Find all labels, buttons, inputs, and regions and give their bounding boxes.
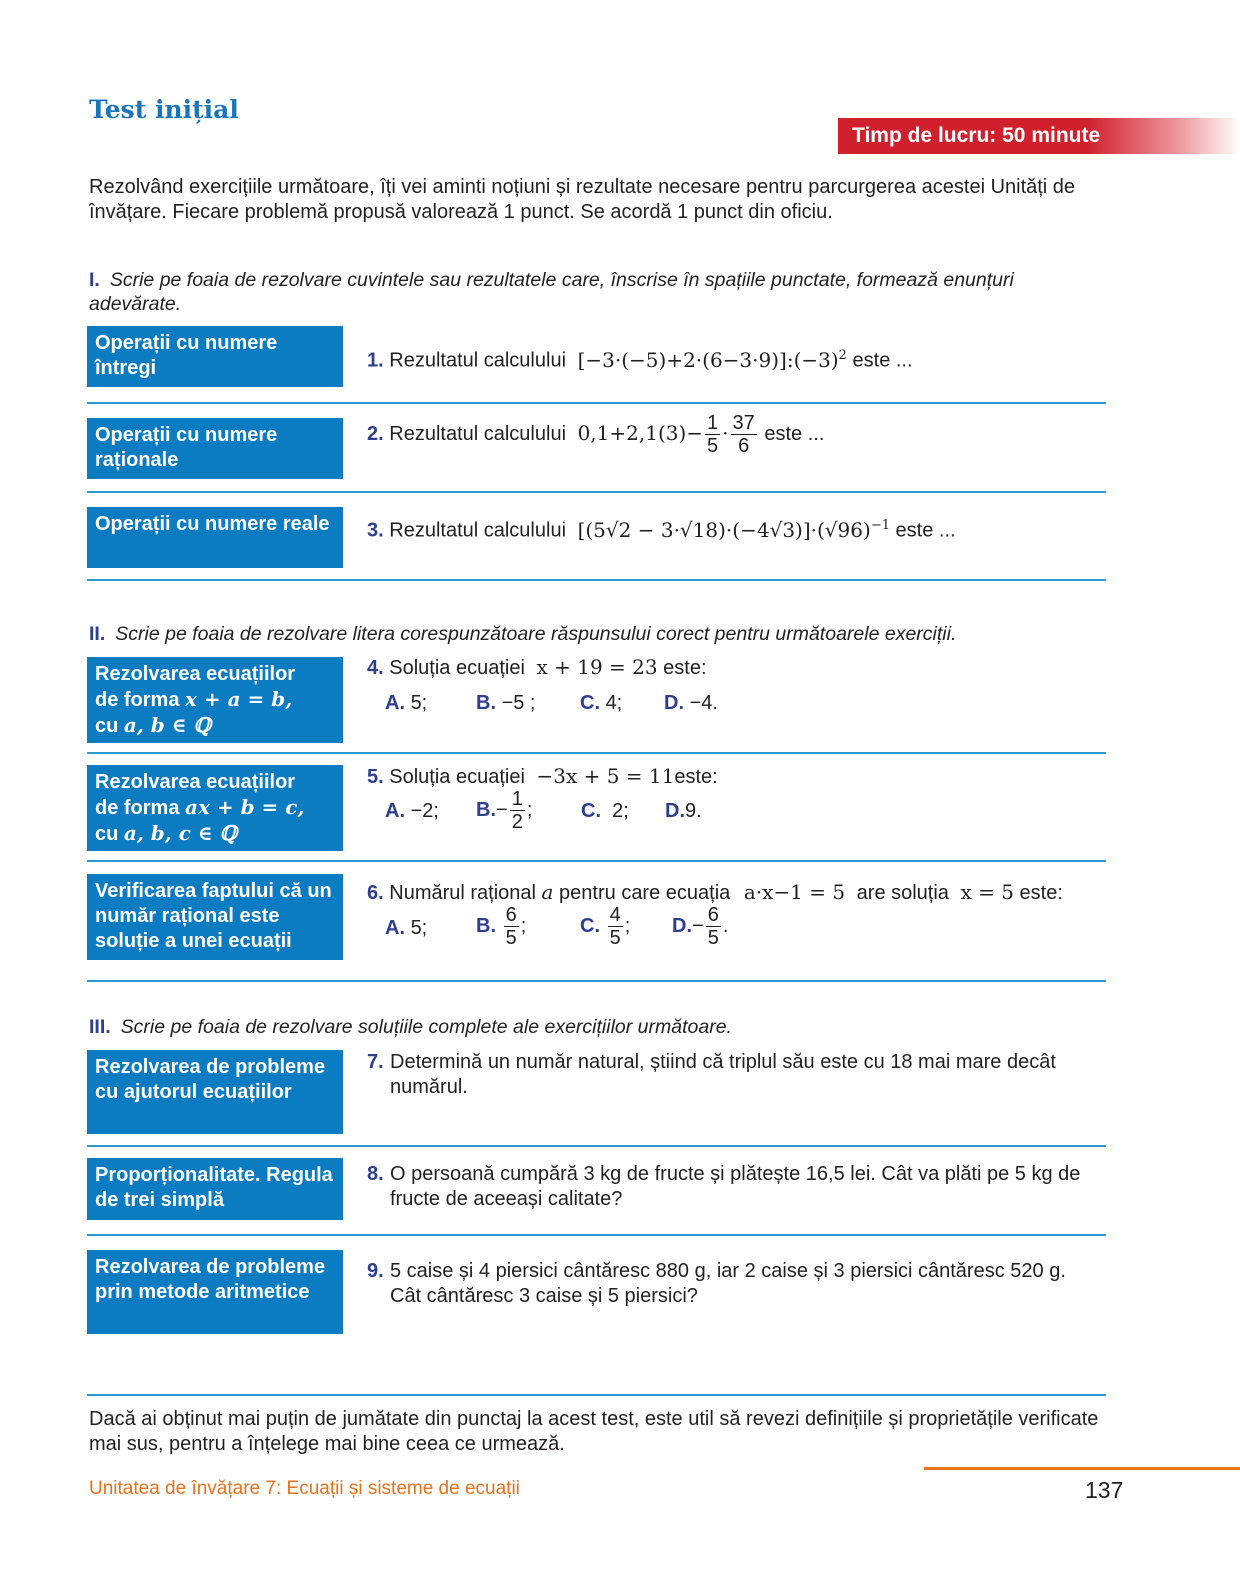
topic-box-4: Rezolvarea ecuațiilor de forma x + a = b, cu a, b ∈ ℚ <box>87 657 343 743</box>
divider <box>87 980 1106 982</box>
question-text: Rezultatul calculului <box>389 349 567 372</box>
option-a: A. −2; <box>385 800 439 822</box>
question-end: este ... <box>895 519 956 542</box>
option-d: D. −4. <box>664 692 718 714</box>
time-banner <box>838 118 1240 154</box>
question-end: este: <box>663 657 707 679</box>
question-number: 1. <box>367 349 384 372</box>
option-a: A. 5; <box>385 917 428 939</box>
question-end: este: <box>1019 882 1063 904</box>
option-c: C. $\frac{4}{5}$ ; <box>580 904 631 949</box>
option-b: B.− $\frac{1}{2}$ ; <box>476 788 533 833</box>
question-end: este ... <box>764 422 825 445</box>
topic-box-9: Rezolvarea de probleme prin metode aritmetice <box>87 1250 343 1334</box>
footer-text: Unitatea de învățare 7: Ecuații și sisteme de ecuații <box>89 1478 520 1499</box>
divider <box>87 402 1106 404</box>
question-7 <box>367 1050 1097 1100</box>
option-c: C. 2; <box>581 800 629 822</box>
question-number: 9. <box>367 1260 384 1282</box>
section-1-text: Scrie pe foaia de rezolvare cuvintele sau rezultatele care, înscrise în spațiile punctate, formează enunțuri adevărate. <box>89 269 1014 315</box>
math-expression: [−3·(−5)+2·(6−3·9)]:(−3) <box>577 347 839 372</box>
question-3 <box>367 513 956 544</box>
divider <box>87 1394 1106 1396</box>
question-1 <box>367 343 913 374</box>
question-number: 6. <box>367 882 384 904</box>
question-4 <box>367 655 707 681</box>
question-number: 5. <box>367 766 384 788</box>
topic-box-7: Rezolvarea de probleme cu ajutorul ecuațiilor <box>87 1050 343 1134</box>
math-expression: [(5√2 − 3·√18)·(−4√3)]·(√96) <box>577 517 871 542</box>
option-d: D.− $\frac{6}{5}$ . <box>672 904 729 949</box>
footer-rule <box>924 1467 1240 1470</box>
question-text: Determină un număr natural, știind că triplul său este cu 18 mai mare decât numărul. <box>390 1051 1056 1098</box>
question-end: este ... <box>852 349 913 372</box>
section-3-text: Scrie pe foaia de rezolvare soluțiile complete ale exercițiilor următoare. <box>120 1016 732 1038</box>
question-number: 3. <box>367 519 384 542</box>
topic-box-8: Proporționalitate. Regula de trei simplă <box>87 1158 343 1220</box>
divider <box>87 1145 1106 1147</box>
math-expression: 0,1+2,1(3)− <box>577 420 704 445</box>
math-expression: x = 5 <box>960 880 1014 904</box>
topic-box-1: Operații cu numere întregi <box>87 326 343 387</box>
math-expression: a·x−1 = 5 <box>743 880 846 904</box>
question-6: 6. Numărul rațional a pentru care ecuația a·x−1 = 5 are soluția x = 5 este: <box>367 880 1063 904</box>
question-text: Soluția ecuației <box>389 766 525 788</box>
math-expression: x + 19 = 23 <box>536 655 658 679</box>
question-5 <box>367 764 718 790</box>
question-end: este: <box>674 766 718 788</box>
math-expression: −3x + 5 = 11 <box>536 764 675 788</box>
divider <box>87 579 1106 581</box>
option-b: B. $\frac{6}{5}$ ; <box>476 904 527 949</box>
section-3-heading <box>89 1015 1099 1039</box>
section-2-number: II. <box>89 623 106 645</box>
question-text: Numărul rațional <box>389 882 536 904</box>
section-1-number: I. <box>89 269 100 291</box>
topic-box-3: Operații cu numere reale <box>87 507 343 568</box>
section-3-number: III. <box>89 1016 111 1038</box>
question-9 <box>367 1259 1097 1309</box>
divider <box>87 1234 1106 1236</box>
question-number: 4. <box>367 657 384 679</box>
question-8 <box>367 1162 1097 1212</box>
page-title: Test inițial <box>89 95 239 124</box>
time-banner-label: Timp de lucru: 50 minute <box>852 124 1101 147</box>
question-number: 2. <box>367 422 384 445</box>
fraction: $\frac{37}{6}$ <box>732 412 755 457</box>
math-exponent: 2 <box>838 348 847 363</box>
option-b: B. −5 ; <box>476 692 536 714</box>
question-text: 5 caise și 4 piersici cântăresc 880 g, iar 2 caise și 3 piersici cântăresc 520 g. Cât cântăresc 3 caise și 5 piersici? <box>390 1260 1066 1307</box>
topic-box-6: Verificarea faptului că un număr rațional este soluție a unei ecuații <box>87 874 343 960</box>
page-number: 137 <box>1085 1477 1124 1503</box>
question-text: Rezultatul calculului <box>389 422 567 445</box>
section-1-heading <box>89 268 1099 316</box>
section-2-text: Scrie pe foaia de rezolvare litera corespunzătoare răspunsului corect pentru următoarele exerciții. <box>115 623 957 645</box>
math-exponent: −1 <box>870 518 890 533</box>
outro-paragraph: Dacă ai obținut mai puțin de jumătate din punctaj la acest test, este util să revezi definițiile și proprietățile verificate mai sus, pentru a înțelege mai bine ceea ce urmează. <box>89 1408 1099 1455</box>
divider <box>87 752 1106 754</box>
question-number: 8. <box>367 1163 384 1185</box>
divider <box>87 860 1106 862</box>
fraction: $\frac{1}{5}$ <box>707 412 719 457</box>
topic-box-2: Operații cu numere raționale <box>87 418 343 479</box>
topic-box-5: Rezolvarea ecuațiilor de forma ax + b = c, cu a, b, c ∈ ℚ <box>87 765 343 851</box>
question-text: O persoană cumpără 3 kg de fructe și plătește 16,5 lei. Cât va plăti pe 5 kg de fructe de aceeași calitate? <box>390 1163 1081 1210</box>
option-c: C. 4; <box>580 692 623 714</box>
option-d: D.9. <box>665 800 702 822</box>
question-text: Rezultatul calculului <box>389 519 567 542</box>
intro-paragraph: Rezolvând exercițiile următoare, îți vei aminti noțiuni și rezultate necesare pentru parcurgerea acestei Unități de învățare. Fiecare problemă propusă valorează 1 punct. Se acordă 1 punct din oficiu. <box>89 176 1076 223</box>
divider <box>87 491 1106 493</box>
section-2-heading <box>89 622 1099 646</box>
question-2: 2. Rezultatul calculului 0,1+2,1(3)− $\frac{1}{5}$ · $\frac{37}{6}$ este ... <box>367 412 825 457</box>
option-a: A. 5; <box>385 692 428 714</box>
question-text: Soluția ecuației <box>389 657 525 679</box>
question-number: 7. <box>367 1051 384 1073</box>
